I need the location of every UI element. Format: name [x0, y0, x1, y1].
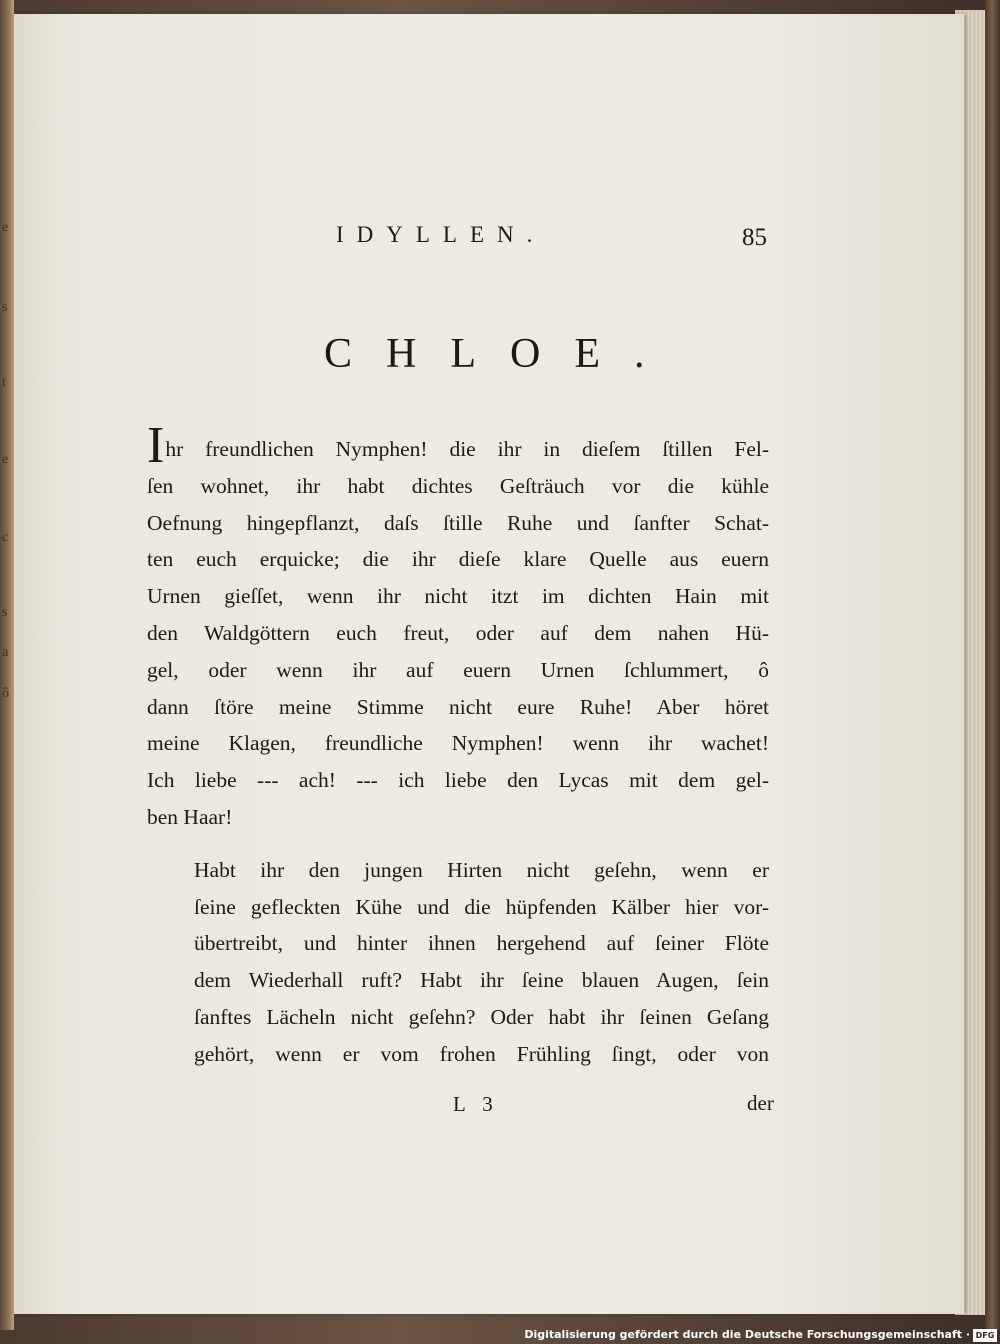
text-line: Habt ihr den jungen Hirten nicht geſehn, wenn er [194, 857, 769, 882]
text-line [147, 417, 769, 474]
body-text [147, 417, 769, 1073]
text-line: meine Klagen, freundliche Nymphen! wenn ihr wachet! [147, 731, 769, 756]
paragraph-1 [147, 417, 769, 836]
poem-title: CHLOE. [324, 331, 679, 377]
text-line: ten euch erquicke; die ihr dieſe klare Quelle aus euern [147, 547, 769, 572]
dfg-logo: DFG [973, 1329, 997, 1342]
margin-mark: ô [2, 686, 9, 701]
left-book-cover [0, 0, 14, 1330]
text-line: den Waldgöttern euch freut, oder auf dem nahen Hü- [147, 620, 769, 645]
margin-mark: c [2, 530, 9, 545]
text-line: ſanftes Lächeln nicht geſehn? Oder habt ihr ſeinen Geſang [194, 1004, 769, 1029]
text-line: ſen wohnet, ihr habt dichtes Geſträuch vor die kühle [147, 473, 769, 498]
digitization-credit: Digitalisierung gefördert durch die Deutsche Forschungsgemeinschaft · [524, 1328, 970, 1341]
text-line: Oefnung hingepflanzt, daſs ſtille Ruhe und ſanfter Schat- [147, 510, 769, 535]
signature-mark: L 3 [453, 1092, 499, 1116]
margin-mark: t [2, 375, 6, 390]
margin-mark: e [2, 220, 9, 235]
margin-mark: e [2, 452, 9, 467]
right-book-cover [985, 0, 1000, 1330]
catchword: der [747, 1091, 774, 1115]
text-line: ben Haar! [147, 804, 233, 829]
paragraph-2 [147, 852, 769, 1073]
margin-mark: s [2, 605, 8, 620]
margin-mark: s [2, 300, 8, 315]
drop-cap: I [147, 417, 165, 474]
text-line: Urnen gieſſet, wenn ihr nicht itzt im dichten Hain mit [147, 584, 769, 609]
text-line: gehört, wenn er vom frohen Frühling ſingt, oder von [194, 1041, 769, 1066]
text-line: übertreibt, und hinter ihnen hergehend auf ſeiner Flöte [194, 931, 769, 956]
text-line: ſeine gefleckten Kühe und die hüpfenden Kälber hier vor- [194, 894, 769, 919]
page-number: 85 [742, 224, 767, 251]
margin-mark: a [2, 645, 9, 660]
page-header [14, 222, 964, 262]
text-line-content: hr freundlichen Nymphen! die ihr in dieſem ſtillen Fel- [165, 437, 769, 461]
text-line: dann ſtöre meine Stimme nicht eure Ruhe! Aber höret [147, 694, 769, 719]
text-line: Ich liebe --- ach! --- ich liebe den Lycas mit dem gel- [147, 768, 769, 793]
text-line: dem Wiederhall ruft? Habt ihr ſeine blauen Augen, ſein [194, 968, 769, 993]
book-page [14, 14, 964, 1314]
running-head: IDYLLEN. [336, 222, 546, 247]
text-line: gel, oder wenn ihr auf euern Urnen ſchlummert, ô [147, 657, 769, 682]
